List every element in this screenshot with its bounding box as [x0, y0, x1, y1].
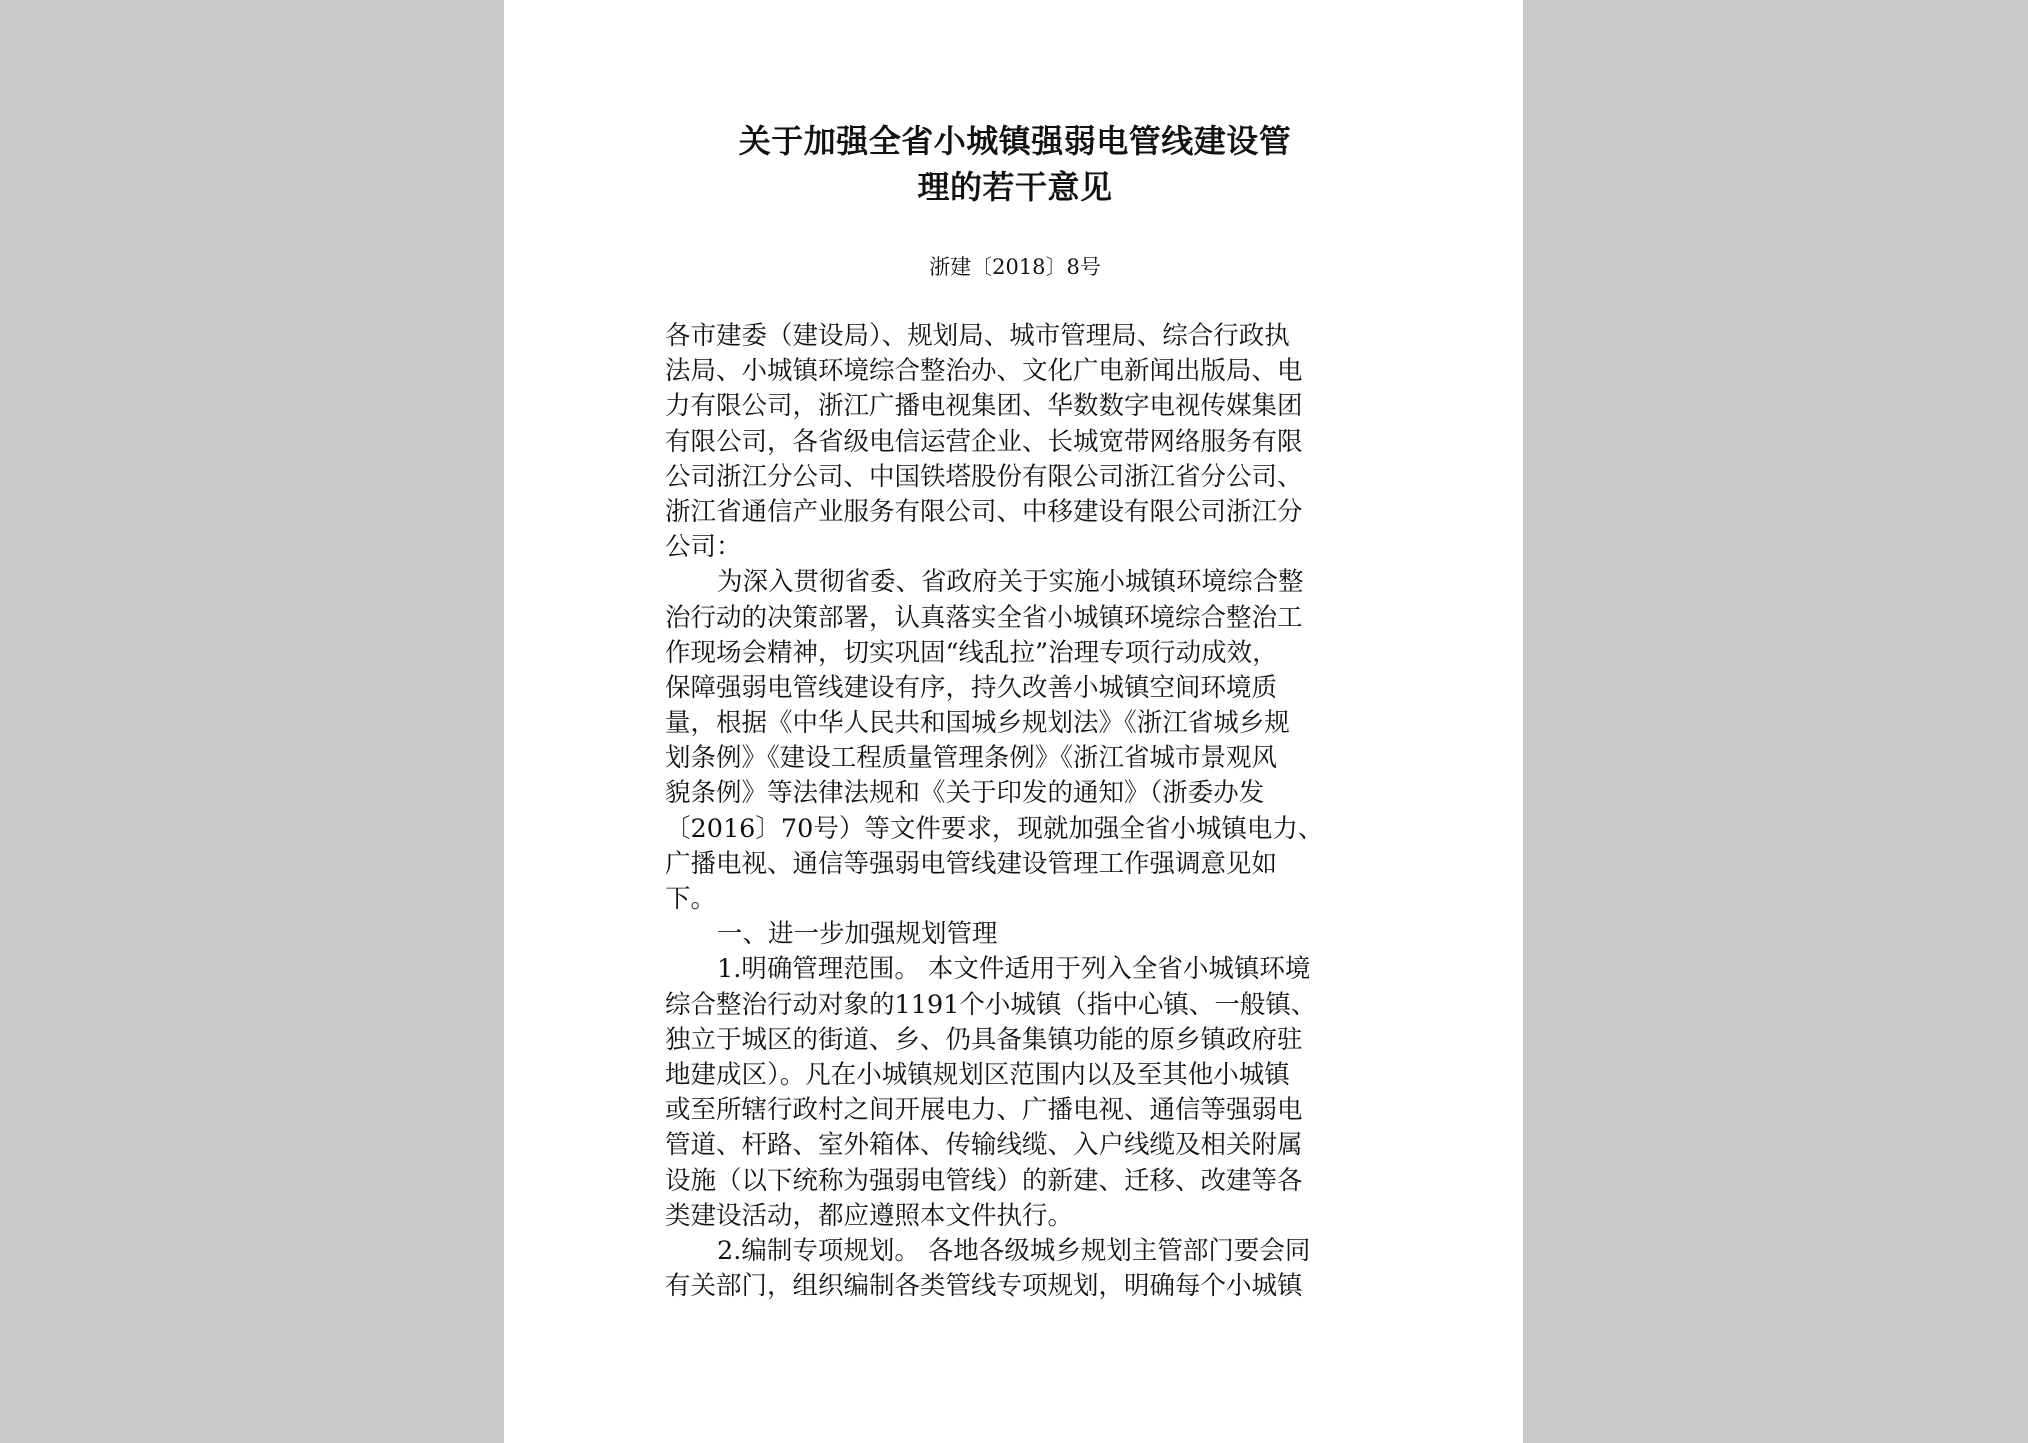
item1-line: 独立于城区的街道、乡、仍具备集镇功能的原乡镇政府驻: [665, 1024, 1303, 1055]
section-heading: 一、进一步加强规划管理: [717, 919, 998, 950]
item2-line: 2.编制专项规划。 各地各级城乡规划主管部门要会同: [717, 1235, 1311, 1266]
intro-line: 〔2016〕70号）等文件要求，现就加强全省小城镇电力、: [665, 813, 1324, 844]
item1-line: 地建成区）。凡在小城镇规划区范围内以及至其他小城镇: [665, 1059, 1290, 1090]
intro-line: 治行动的决策部署，认真落实全省小城镇环境综合整治工: [665, 602, 1303, 633]
item1-line: 1.明确管理范围。 本文件适用于列入全省小城镇环境: [717, 954, 1311, 985]
intro-line: 作现场会精神，切实巩固“线乱拉”治理专项行动成效，: [665, 637, 1278, 668]
title-line: 理的若干意见: [917, 168, 1113, 206]
item2-line: 有关部门，组织编制各类管线专项规划，明确每个小城镇: [665, 1271, 1303, 1302]
addressee-line: 法局、小城镇环境综合整治办、文化广电新闻出版局、电: [665, 356, 1303, 387]
title-line: 关于加强全省小城镇强弱电管线建设管: [738, 122, 1292, 160]
addressee-line: 有限公司，各省级电信运营企业、长城宽带网络服务有限: [665, 426, 1303, 457]
intro-line: 貌条例》等法律法规和《关于印发的通知》（浙委办发: [665, 778, 1265, 809]
item1-line: 或至所辖行政村之间开展电力、广播电视、通信等强弱电: [665, 1095, 1303, 1126]
item1-line: 类建设活动，都应遵照本文件执行。: [665, 1200, 1074, 1231]
addressee-line: 力有限公司，浙江广播电视集团、华数数字电视传媒集团: [665, 391, 1303, 422]
addressee-line: 各市建委（建设局）、规划局、城市管理局、综合行政执: [665, 321, 1290, 351]
item1-line: 综合整治行动对象的1191个小城镇（指中心镇、一般镇、: [665, 989, 1317, 1020]
addressee-line: 公司：: [665, 532, 742, 563]
intro-line: 保障强弱电管线建设有序，持久改善小城镇空间环境质: [665, 672, 1278, 703]
intro-line: 广播电视、通信等强弱电管线建设管理工作强调意见如: [665, 848, 1278, 879]
addressee-line: 公司浙江分公司、中国铁塔股份有限公司浙江省分公司、: [665, 461, 1303, 492]
addressee-line: 浙江省通信产业服务有限公司、中移建设有限公司浙江分: [665, 496, 1303, 527]
intro-line: 量，根据《中华人民共和国城乡规划法》《浙江省城乡规: [665, 708, 1290, 739]
document-page: [504, 0, 1523, 1443]
document-title: [665, 118, 1365, 210]
intro-line: 为深入贯彻省委、省政府关于实施小城镇环境综合整: [717, 567, 1304, 598]
item1-line: 设施（以下统称为强弱电管线）的新建、迁移、改建等各: [665, 1165, 1303, 1196]
document-body: [665, 319, 1365, 1304]
intro-line: 下。: [665, 884, 717, 914]
document-number: 浙建〔2018〕8号: [929, 255, 1101, 279]
item1-line: 管道、杆路、室外箱体、传输线缆、入户线缆及相关附属: [665, 1130, 1303, 1161]
intro-line: 划条例》《建设工程质量管理条例》《浙江省城市景观风: [665, 743, 1278, 774]
